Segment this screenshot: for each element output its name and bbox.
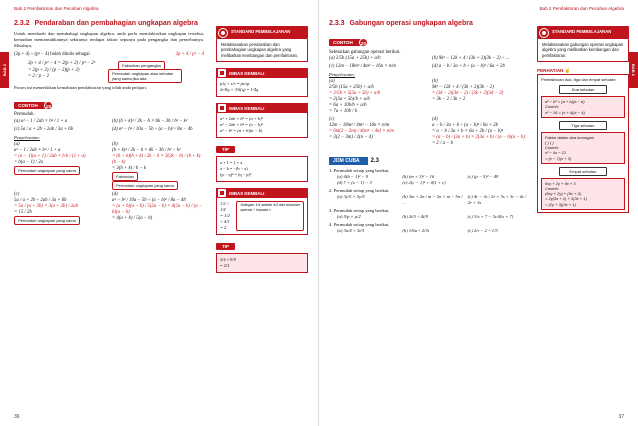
example-label: CONTOH	[14, 102, 48, 109]
factor-block: 6xy + 2y + 9x + 3 Contoh: (6xy + 2y) + (9x + 3) = 2y(3x + 1) + 3(3x + 1) = (2y + 3)(3x + 1)	[541, 178, 625, 210]
factor-block: a² − b² = (a + b)(a − b) Contoh: x² − 16 = (x + 4)(x − 4)	[541, 96, 625, 118]
attention-box	[537, 68, 629, 213]
solution-a: (a) a² − 1 / 2ab × b² / 1 + a = (a − 1)(a + 1) / 2ab × b·b / (1 + a) = b(a − 1) / 2a Permudah ungkapan yang sama	[14, 141, 86, 173]
imbas-body: a² + 2ab + b² = (a + b)² a² − 2ab + b² = (a − b)² a² − b² = (a + b)(a − b)	[216, 113, 308, 138]
section-heading	[14, 20, 204, 28]
standard-icon	[539, 28, 549, 38]
try-it-label: JOM CUBA	[329, 157, 368, 165]
left-sidebar	[216, 26, 308, 273]
exercise-item: 4. Permudah setiap yang berikut. (a) 3a/4 × 5t/3 (b) 1/6u ÷ 2/3t (c) 2/r − 2 ÷ 1/3	[329, 221, 498, 233]
solution-d: (d) a² − b² / 10a − 5b ÷ (a − b)² / 8a − 4b = (a + b)(a − b) / 5(2a − b) × 4(2a − b) / (a − b)(a − b) = 4(a + b) / 5(a − b)	[112, 191, 203, 221]
refresh-icon	[218, 104, 226, 112]
callout-note: Permudah ungkapan yang sama	[14, 166, 80, 175]
solution-c: (c) 5a / a + 2b ÷ 2ab / 3a + 6b = 5a / (a + 2b) × 3(a + 2b) / 2ab = 15 / 2b Permudah ungkapan yang sama	[14, 191, 78, 223]
prompt: Selesaikan gabungan operasi berikut.	[329, 49, 401, 55]
question-row	[329, 56, 529, 62]
block-label: Dua sebutan	[559, 85, 607, 94]
solution-row	[329, 79, 529, 115]
question-c: (c) 12m − 18m² / 4m² − 16n × n/m	[329, 63, 396, 69]
chapter-tab: BAB 2	[629, 52, 638, 88]
imbas-header: IMBAS KEMBALI	[216, 188, 308, 198]
exercise-item: 3. Permudah setiap yang berikut. (a) 5/p × p/2 (b) 2t/3 ÷ 4t/9 (c) 3/x + 7 − 3c/4(x + 7)	[329, 207, 514, 219]
question-a: (a) 2/5b (15a + 25b) + a/b	[329, 55, 381, 61]
example-line	[14, 52, 204, 58]
solution-row	[329, 117, 529, 147]
page-number: 36	[14, 414, 20, 420]
callout-note: Permudah ungkapan yang sama	[14, 216, 80, 225]
page-number: 37	[618, 414, 624, 420]
question-d: (d) a² − b² / 10a − 5b ÷ (a − b)² / 8a − 4b	[112, 126, 193, 132]
attention-title: PERHATIAN ☝	[537, 68, 571, 74]
right-sidebar	[537, 26, 629, 213]
worked-steps	[14, 61, 204, 80]
callout-simplify: Permudah ungkapan atau sebutan yang sama jika ada	[108, 69, 182, 83]
reciprocal-note: Salingan 1/4 adalah 4/1 dan tukarkan operasi ÷ kepada ×	[236, 201, 304, 231]
section-title: Gabungan operasi ungkapan algebra	[349, 20, 473, 27]
standard-icon	[218, 28, 228, 38]
example-number: 20	[359, 38, 368, 47]
refresh-icon	[218, 69, 226, 77]
right-main-column	[329, 20, 529, 236]
process-paragraph: Proses ini menerbitkan kemahiran pemfaktoran yang telah anda pelajari.	[14, 84, 148, 90]
question-a: (a) a² − 1 / 2ab × b² / 1 + a	[14, 118, 68, 124]
prompt: Permudah.	[14, 112, 35, 118]
attention-icon: ☝	[564, 68, 571, 74]
solution-row	[14, 142, 204, 190]
imbas-body: 1/2 ÷ 1/4 = 1/2 × 4/1 = 2 Salingan 1/4 adalah 4/1 dan tukarkan operasi ÷ kepada ×	[216, 198, 308, 235]
section-number: 2.3.2	[14, 20, 30, 27]
tip-body: a + 1 = 1 + a a − b = −(b − a) (p − q)² = (q − p)²	[216, 156, 308, 182]
block-label: Empat sebutan	[559, 167, 607, 176]
try-it-number: 2.3	[370, 157, 380, 164]
question-d: (d) a − b / 3a + b ÷ (a − b)² / 6a + 2b	[432, 63, 505, 69]
example-number: 19	[44, 101, 53, 110]
step-1: 2p + 4 / p² − 4 = 2(p + 2) / p² − 2²	[28, 61, 96, 67]
imbas-header: IMBAS KEMBALI	[216, 68, 308, 78]
standard-body: Melaksanakan pendaraban dan pembahagian ungkapan algebra yang melibatkan kembangan dan pemfaktoran.	[216, 39, 308, 62]
standard-header: STANDARD PEMBELAJARAN	[216, 26, 308, 39]
exercise-item: 1. Permudah setiap yang berikut. (a) 4(b − 1)² − 9 (b) (m + 3)² − 16 (c) (p − 5)² − 49 (d) 7 + (x − 1) − 3 (e) 2(c − 1)² + 4(1 + c)	[329, 167, 499, 185]
question-b: (b) 9k² − 12k + 4 / (3k + 2)(3k − 2) ÷ ...	[432, 55, 510, 61]
step-2: = 2(p + 2) / (p − 2)(p + 2)	[28, 67, 80, 73]
intro-paragraph: Untuk mendarab dan membahagi ungkapan algebra, anda perlu memfaktorkan ungkapan tersebut, kemudian memansuhkannya sekiranya terdapat faktor sepunya pada pengangka dan penyebutnya. Misalnya,	[14, 31, 204, 48]
question-row	[14, 119, 204, 125]
callout-note: Permudah ungkapan yang sama	[112, 181, 178, 190]
solution-row	[14, 192, 204, 225]
running-header: Bab 2 Pemfaktoran dan Pecahan Algebra	[14, 6, 99, 11]
example-fraction: 2p + 4 / p² − 4	[175, 52, 204, 57]
try-it-badge	[329, 157, 379, 165]
solution-label: Penyelesaian:	[329, 71, 356, 77]
solution-a: (a) 2/5b (15a + 25b) + a/b = 2/5b × 5(3a + 5b) + a/b = 2(3a + 5b)/b + a/b = 6a + 10b/b + a/b = 7a + 10b / b	[329, 78, 381, 114]
imbas-body: p/q × s/r = ps/qr 2r/8q × 3/6(q) = 1/4q	[216, 78, 308, 97]
section-number: 2.3.3	[329, 20, 345, 27]
example-badge	[329, 39, 368, 47]
example-label: CONTOH	[329, 39, 363, 46]
tip-header: TIP	[216, 146, 235, 153]
attention-body: Pemfaktoran dua, tiga dan empat sebutan: Dua sebutan a² − b² = (a + b)(a − b) Contoh: x² − 16 = (x + 4)(x − 4) Tiga sebutan Faktor dalam dua kurungan ( ) ( ) Contoh: x² − 4x − 21 = (x − 7)(x + 3) Empat sebutan 6xy + 2y + 9x + 3 Contoh: (6xy + 2y) + (9x + 3) = 2y(3x + 1) + 3(3x + 1) = (2y + 3)(3x + 1)	[537, 74, 629, 213]
factor-block: Faktor dalam dua kurungan ( ) ( ) Contoh: x² − 4x − 21 = (x − 7)(x + 3)	[541, 132, 625, 164]
solution-c: (c) 12m − 18m² / 4m² − 16n × n/m = 6m(2 − 3m) / 4(m² − 4n) × n/m = 3(2 − 3m) / 2(n − 4)	[329, 116, 394, 140]
question-row	[329, 64, 529, 70]
imbas-header: IMBAS KEMBALI	[216, 103, 308, 113]
solution-b: (b) 9k² − 12k + 4 / (3k + 2)(3k − 2) = (3k − 2)(3k − 2) / (3k + 2)(3k − 2) = 3k − 2 / 3k + 2	[432, 78, 504, 102]
example-badge	[14, 101, 53, 109]
exercise-item: 2. Permudah setiap yang berikut. (a) 3y/5 × 5y/5 (b) 3m + 2n / m − 2n × m − 5n / ... (c) 4r − 3s / 2r + 3s × 3r − 4s / 2r + 3s	[329, 187, 526, 205]
tip-body: 3/4 × 8/9 = 2/3	[216, 253, 308, 273]
chapter-tab: BAB 2	[0, 52, 9, 88]
block-label: Tiga sebutan	[559, 121, 607, 130]
solution-label: Penyelesaian:	[14, 134, 41, 140]
callout-factor: Faktorkan pengangka	[118, 61, 165, 70]
left-main-column	[14, 20, 204, 227]
standard-body: Melaksanakan gabungan operasi ungkapan algebra yang melibatkan kembangan dan pemfaktoran.	[537, 39, 629, 62]
exercise-list	[329, 168, 529, 234]
section-heading	[329, 20, 529, 28]
running-header: Bab 2 Pemfaktoran dan Pecahan Algebra	[539, 6, 624, 11]
standard-header: STANDARD PEMBELAJARAN	[537, 26, 629, 39]
refresh-icon	[218, 189, 226, 197]
tip-header: TIP	[216, 243, 235, 250]
callout-factorise: Faktorkan	[112, 172, 138, 181]
section-title: Pendaraban dan pembahagian ungkapan algebra	[34, 20, 198, 27]
question-row	[14, 127, 204, 133]
question-b: (b) (h + k)² / 2k − h × 6k − 3h / h² − k²	[112, 118, 188, 124]
question-c: (c) 5a / a + 2b ÷ 2ab / 3a + 6b	[14, 126, 74, 132]
example-text: (2p + 4) ÷ (p² − 4) boleh ditulis sebagai	[14, 52, 90, 57]
right-page	[319, 0, 638, 426]
solution-d: (d) a − b / 3a + b ÷ (a − b)² / 6a + 2b = a − b / 3a + b × 6a + 2b / (a − b)² = (a − b) / (3a + b) × 2(3a + b) / (a − b)(a − b) = 2 / a − b	[432, 116, 525, 146]
solution-b: (b) (h + k)² / 2k − h × 6k − 3h / h² − k² = (h + k)(h + k) / 2k − h × 3(2k − h) / (h + k)(h − k) = 3(h + k) / h − k Faktorkan Permudah ungkapan yang sama	[112, 141, 201, 188]
step-3: = 2 / p − 2	[28, 74, 49, 80]
